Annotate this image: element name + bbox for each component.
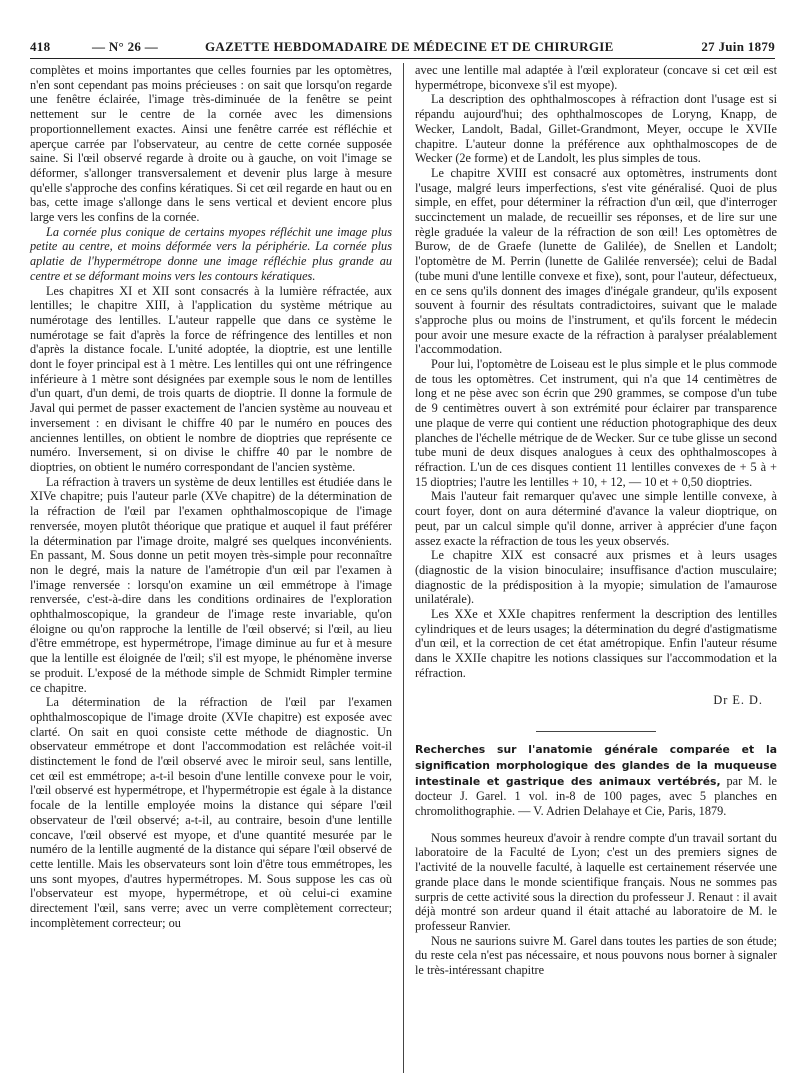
review-heading — [415, 742, 777, 819]
paragraph: La réfraction à travers un système de deux lentilles est étudiée dans le XIVe chapitre; puis l'auteur parle (XVe chapitre) de la détermination de la réfraction de l'œil par l'examen ophthalmoscopique de l'image renversée, moyen plutôt théorique que pratique et auquel il faut préférer la détermination par l'image droite, malgré ses quelques inconvénients. En passant, M. Sous donne un petit moyen très-simple pour reconnaître non le degré, mais la nature de l'amétropie d'un œil par l'examen à l'image renversée : lorsqu'on examine un œil emmétrope à l'image renversée, c'est-à-dire dans les conditions ordinaires de l'exploration ophthalmoscopique, la grandeur de l'image reste invariable, qu'on éloigne ou qu'on rapproche la lentille de l'œil observé; si l'œil, au lieu d'être emmétrope, est hypermétrope, l'image diminue au fur et à mesure que la lentille est éloignée de l'œil; s'il est myope, le phénomène inverse se produit. L'exposé de la méthode simple de Schmidt Rimpler termine ce chapitre. — [30, 474, 392, 695]
newspaper-page — [30, 36, 777, 978]
author-signature: Dr E. D. — [713, 692, 763, 707]
paragraph: Les chapitres XI et XII sont consacrés à la lumière réfractée, aux lentilles; le chapitre XIII, à l'application du système métrique au numérotage des lentilles. L'auteur rappelle que dans ce système le numérotage se fait d'après la force de réfringence des lentilles et non d'après la distance focale. L'unité adoptée, la dioptrie, est une lentille dont le foyer principal est à 1 mètre. Les lentilles qui ont une réfringence inférieure à 1 mètre sont désignées par exemple sous le nom de lentilles d'un quart, d'un demi, de trois quarts de dioptrie. Il donne la formule de Javal qui permet de passer exactement de l'ancien système au nouveau et inversement : en divisant le chiffre 40 par le numéro en pouces des anciennes lentilles, on obtient le nombre de dioptries que représente ce numéro. Inversement, si on divise le chiffre 40 par le nombre de dioptries, on obtient le numéro correspondant de l'ancien système. — [30, 283, 392, 474]
journal-title: GAZETTE HEBDOMADAIRE DE MÉDECINE ET DE CHIRURGIE — [205, 39, 614, 54]
paragraph: Le chapitre XVIII est consacré aux optomètres, instruments dont l'usage, malgré leurs imperfections, s'est vite généralisé. Quoi de plus simple, en effet, pour déterminer la réfraction d'un œil, que d'interroger succinctement un malade, de recueillir ses réponses, et de lire sur une règle graduée la valeur de la réfraction de son œil! Les optomètres de Burow, de de Graefe (lunette de Galilée), de Snellen et Landolt; l'optomètre de M. Perrin (lunette de Galilée renversée); celui de Badal (tube muni d'une lentille convexe et fixe), sont, pour l'auteur, défectueux, en ce sens qu'ils donnent des images d'inégale grandeur, qu'ils exposent souvent à fournir des résultats contradictoires, suivant que le malade s'approche plus ou moins de l'instrument, et qu'ils forcent le médecin pour avoir une mesure exacte de la réfraction à paralyser préalablement l'accommodation. — [415, 165, 777, 357]
left-column — [30, 63, 392, 930]
paragraph: La détermination de la réfraction de l'œil par l'examen ophthalmoscopique de l'image droite (XVIe chapitre) est exposée avec clarté. On sait en quoi consiste cette méthode de diagnostic. Un observateur emmétrope et dont l'accommodation est relâchée voit-il distinctement le fond de l'œil observé avec le miroir seul, sans lentille, cet œil est emmétrope; a-t-il besoin d'une lentille convexe pour le voir, l'œil observé est hypermétrope, et l'hypermétropie est égale à la distance focale de la lentille employée moins la distance qui sépare l'œil observateur de l'œil observé; a-t-il, au contraire, besoin d'une lentille concave, l'œil observé est myope, et d'une quantité mesurée par le numéro de la lentille augmenté de la distance qui sépare l'œil observé de cette lentille. Mais les observateurs sont loin d'être tous emmétropes, les uns sont myopes, d'autres hypermétropes. M. Sous suppose les cas où l'observateur est myope, hypermétrope, et où celui-ci examine directement l'œil, sans verre; avec un verre complètement correcteur; incomplètement correcteur; ou — [30, 695, 392, 930]
paragraph: Les XXe et XXIe chapitres renferment la description des lentilles cylindriques et de leurs usages; la détermination du degré d'astigmatisme d'un œil, et la correction de cet état amétropique. Enfin l'auteur résume dans le XXIIe chapitre les notions classiques sur l'accommodation et la réfraction. — [415, 607, 777, 680]
review-reference: par M. le docteur J. Garel. 1 vol. in-8 de 100 pages, avec 5 planches en chromolithographie. — V. Adrien Delahaye et Cie, Paris, 1879. — [415, 773, 777, 819]
section-separator — [536, 731, 656, 732]
paragraph: Mais l'auteur fait remarquer qu'avec une simple lentille convexe, à court foyer, dont on aura déterminé d'avance la valeur dioptrique, on peut, par un calcul simple qu'il donne, arriver à apprécier d'une façon assez exacte la réfraction de tous les yeux observés. — [415, 489, 777, 548]
issue-number: — N° 26 — — [92, 39, 159, 54]
column-divider — [403, 63, 404, 1073]
right-column — [415, 63, 777, 978]
paragraph: La cornée plus conique de certains myopes réfléchit une image plus petite au centre, et moins déformée vers la périphérie. La cornée plus aplatie de l'hypermétrope donne une image réfléchie plus grande au centre et se déformant moins vers les contours kératiques. — [30, 224, 392, 283]
page-number: 418 — [30, 39, 51, 54]
paragraph: Pour lui, l'optomètre de Loiseau est le plus simple et le plus commode de tous les optomètres. Cet instrument, qui n'a que 14 centimètres de long et ne pèse avec son écrin que 290 grammes, se compose d'un tube de 9 centimètres ouvert à son extrémité pour éclairer par transparence une plaque de verre qui contient une réduction photographique des deux planches de l'échelle métrique de de Wecker. Sur ce tube glisse un second tube muni de deux disques analogues à ceux des ophthalmoscopes à réfraction. L'un de ces disques contient 11 lentilles convexes de + 5 à + 15 dioptries; l'autre les lentilles + 10, + 12, — 10 et + 0,50 dioptries. — [415, 357, 777, 489]
paragraph: complètes et moins importantes que celles fournies par les optomètres, n'en sont cependant pas moins précieuses : on sait que lorsqu'on regarde une fenêtre éclairée, l'image très-diminuée de la fenêtre se peint nettement sur le centre de la cornée avec les dimensions proportionnellement exactes. Ainsi une fenêtre carrée est réfléchie et aperçue carrée par l'observateur, au centre de cette cornée supposée saine. Si l'œil observé regarde à droite ou à gauche, on voit l'image se déformer, s'allonger transversalement et devenir plus large à mesure qu'elle s'approche des confins kératiques. Si cet œil regarde en haut ou en bas, cette image s'allonge dans le sens vertical et devient encore plus large vers les confins de la cornée. — [30, 63, 392, 225]
review-title: Recherches sur l'anatomie générale comparée et la signification morphologique des glandes de la muqueuse intestinale et gastrique des animaux vertébrés, — [415, 743, 777, 788]
issue-date: 27 Juin 1879 — [701, 39, 775, 54]
paragraph: Le chapitre XIX est consacré aux prismes et à leurs usages (diagnostic de la vision binoculaire; insuffisance d'action musculaire; diagnostic de la prédisposition à la myopie; simulation de l'amaurose unilatérale). — [415, 548, 777, 607]
paragraph: Nous sommes heureux d'avoir à rendre compte d'un travail sortant du laboratoire de la Faculté de Lyon; c'est un des premiers signes de l'activité de la nouvelle faculté, à laquelle est certainement réservée une grande place dans le monde scientifique français. Nous ne sommes pas surpris de cette activité sous la direction du professeur J. Renaut : il avait déjà montré son ardeur quand il était attaché au laboratoire de M. le professeur Ranvier. — [415, 830, 777, 933]
paragraph: La description des ophthalmoscopes à réfraction dont l'usage est si répandu aujourd'hui; des ophthalmoscopes de Loryng, Knapp, de Wecker, Landolt, Badal, Gillet-Grandmont, Meyer, occupe le XVIIe chapitre. L'auteur donne la préférence aux ophthalmoscopes de de Wecker (2e forme) et de Landolt, les plus simples de tous. — [415, 92, 777, 166]
running-header — [30, 36, 775, 59]
paragraph: Nous ne saurions suivre M. Garel dans toutes les parties de son étude; du reste cela n'est pas nécessaire, et nous pouvons nous borner à signaler le très-intéressant chapitre — [415, 933, 777, 978]
paragraph: avec une lentille mal adaptée à l'œil explorateur (concave si cet œil est hypermétrope, biconvexe s'il est myope). — [415, 63, 777, 92]
